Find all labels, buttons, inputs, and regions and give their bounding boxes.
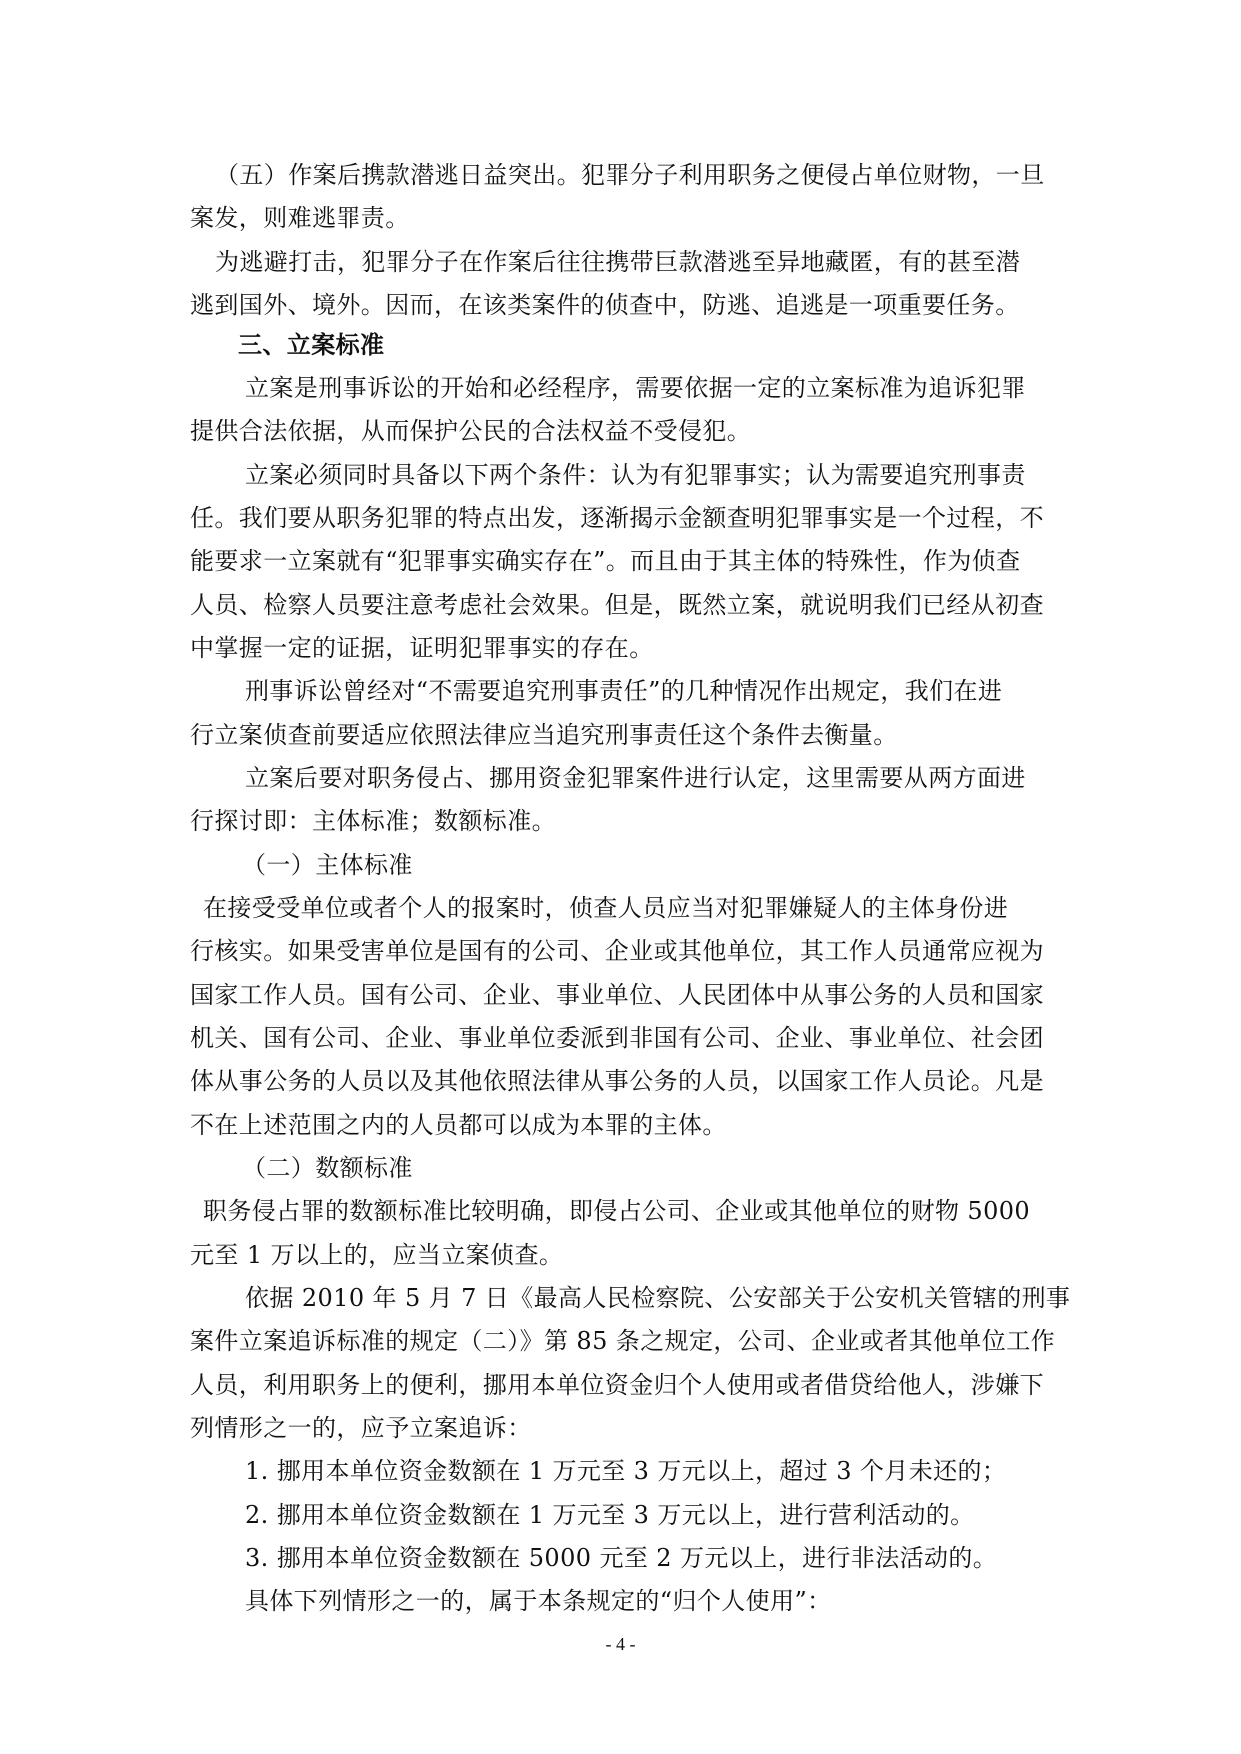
list-item: 2. 挪用本单位资金数额在 1 万元至 3 万元以上，进行营利活动的。 xyxy=(245,1501,975,1529)
paragraph-line: 列情形之一的，应予立案追诉： xyxy=(190,1414,532,1442)
paragraph-line: 人员、检察人员要注意考虑社会效果。但是，既然立案，就说明我们已经从初查 xyxy=(190,591,1044,619)
paragraph-line: 行核实。如果受害单位是国有的公司、企业或其他单位，其工作人员通常应视为 xyxy=(190,937,1044,965)
section-heading: 三、立案标准 xyxy=(238,331,385,359)
subsection-heading: （二）数额标准 xyxy=(242,1154,413,1182)
paragraph-line: 职务侵占罪的数额标准比较明确，即侵占公司、企业或其他单位的财物 5000 xyxy=(203,1197,1031,1225)
paragraph-line: 依据 2010 年 5 月 7 日《最高人民检察院、公安部关于公安机关管辖的刑事 xyxy=(245,1284,1071,1312)
paragraph-line: 为逃避打击，犯罪分子在作案后往往携带巨款潜逃至异地藏匿，有的甚至潜 xyxy=(215,248,1021,276)
paragraph-line: 能要求一立案就有“犯罪事实确实存在”。而且由于其主体的特殊性，作为侦查 xyxy=(190,547,1021,575)
paragraph-line: 行探讨即：主体标准；数额标准。 xyxy=(190,807,556,835)
paragraph-line: 任。我们要从职务犯罪的特点出发，逐渐揭示金额查明犯罪事实是一个过程，不 xyxy=(190,504,1044,532)
paragraph-line: 行立案侦查前要适应依照法律应当追究刑事责任这个条件去衡量。 xyxy=(190,721,898,749)
paragraph-line: 逃到国外、境外。因而，在该类案件的侦查中，防逃、追逃是一项重要任务。 xyxy=(190,291,1020,319)
subsection-heading: （一）主体标准 xyxy=(242,851,413,879)
paragraph-line: 体从事公务的人员以及其他依照法律从事公务的人员，以国家工作人员论。凡是 xyxy=(190,1067,1044,1095)
paragraph-line: 案发，则难逃罪责。 xyxy=(190,204,410,232)
list-item: 1. 挪用本单位资金数额在 1 万元至 3 万元以上，超过 3 个月未还的； xyxy=(245,1457,1007,1485)
paragraph-line: 人员，利用职务上的便利，挪用本单位资金归个人使用或者借贷给他人，涉嫌下 xyxy=(190,1371,1044,1399)
page-number: - 4 - xyxy=(605,1634,636,1654)
paragraph-line: 机关、国有公司、企业、事业单位委派到非国有公司、企业、事业单位、社会团 xyxy=(190,1024,1044,1052)
paragraph-line: 不在上述范围之内的人员都可以成为本罪的主体。 xyxy=(190,1111,727,1139)
paragraph-line: 立案后要对职务侵占、挪用资金犯罪案件进行认定，这里需要从两方面进 xyxy=(245,764,1026,792)
paragraph-line: 刑事诉讼曾经对“不需要追究刑事责任”的几种情况作出规定，我们在进 xyxy=(245,677,1003,705)
paragraph-line: 国家工作人员。国有公司、企业、事业单位、人民团体中从事公务的人员和国家 xyxy=(190,981,1044,1009)
paragraph-line: 中掌握一定的证据，证明犯罪事实的存在。 xyxy=(190,634,654,662)
list-item: 3. 挪用本单位资金数额在 5000 元至 2 万元以上，进行非法活动的。 xyxy=(245,1544,998,1572)
paragraph-line: 在接受受单位或者个人的报案时，侦查人员应当对犯罪嫌疑人的主体身份进 xyxy=(203,894,1009,922)
paragraph-line: （五）作案后携款潜逃日益突出。犯罪分子利用职务之便侵占单位财物，一旦 xyxy=(215,161,1045,189)
paragraph-line: 立案是刑事诉讼的开始和必经程序，需要依据一定的立案标准为追诉犯罪 xyxy=(245,374,1026,402)
paragraph-line: 元至 1 万以上的，应当立案侦查。 xyxy=(190,1241,564,1269)
paragraph-line: 提供合法依据，从而保护公民的合法权益不受侵犯。 xyxy=(190,417,752,445)
paragraph-line: 立案必须同时具备以下两个条件：认为有犯罪事实；认为需要追究刑事责 xyxy=(245,461,1026,489)
paragraph-line: 案件立案追诉标准的规定（二）》第 85 条之规定，公司、企业或者其他单位工作 xyxy=(190,1327,1055,1355)
paragraph-line: 具体下列情形之一的，属于本条规定的“归个人使用”： xyxy=(245,1587,832,1615)
